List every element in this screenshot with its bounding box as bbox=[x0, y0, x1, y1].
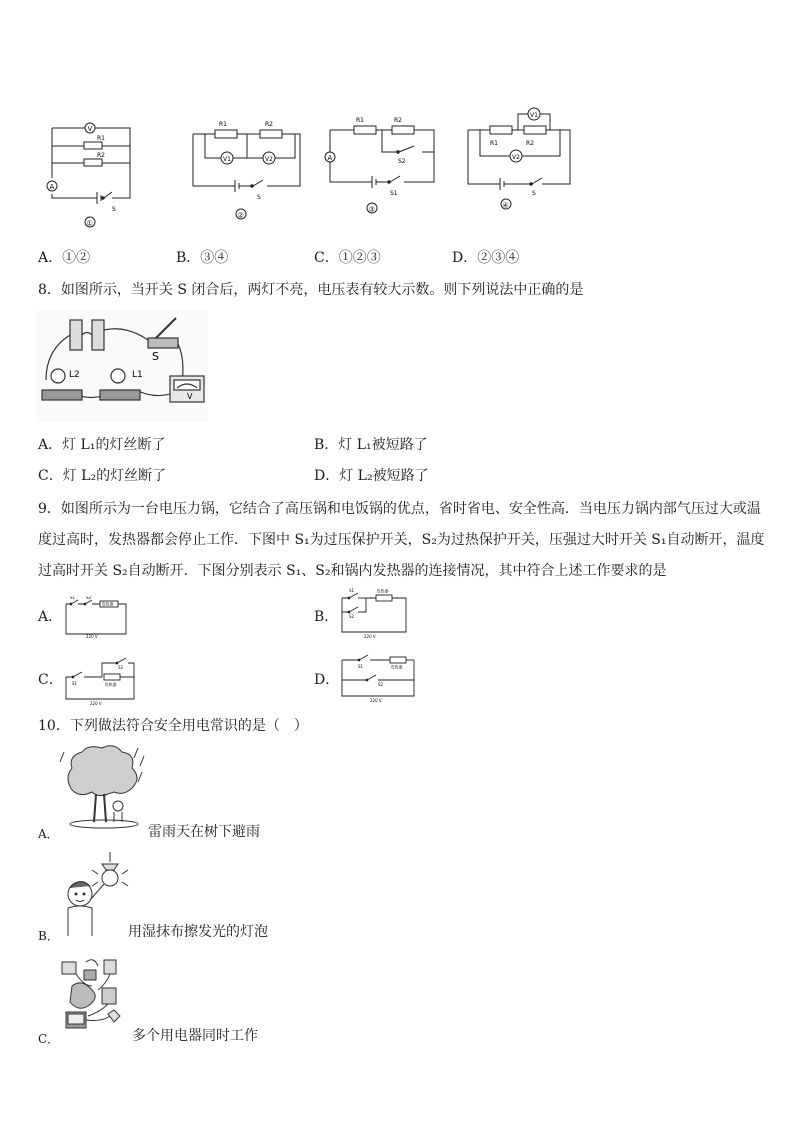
lamp-l2-label: L2 bbox=[69, 370, 80, 380]
r2-label: R2 bbox=[394, 117, 402, 124]
q8-option-c[interactable]: C．灯 L₂的灯丝断了 bbox=[38, 468, 167, 484]
q9-circuit-a bbox=[62, 596, 130, 640]
q7-diagram-4 bbox=[460, 100, 585, 212]
lamp-l1-label: L1 bbox=[132, 370, 143, 380]
voltmeter-label: V bbox=[187, 392, 193, 401]
s2-label: S2 bbox=[398, 158, 406, 165]
diagram-number: ④ bbox=[502, 201, 509, 210]
diagram-number: ③ bbox=[368, 205, 375, 214]
voltage-label: 220 V bbox=[364, 634, 376, 639]
q10-option-c-text[interactable]: 多个用电器同时工作 bbox=[132, 1028, 258, 1044]
s2-label: S2 bbox=[378, 682, 384, 687]
q9-stem-line-1: 9．如图所示为一台电压力锅，它结合了高压锅和电饭锅的优点，省时省电、安全性高．当电压力锅内部气压过大或温 bbox=[38, 501, 761, 517]
q9-option-c[interactable]: C． bbox=[38, 672, 63, 688]
q10-image-wet-cloth-bulb bbox=[58, 852, 130, 936]
q7-option-c[interactable]: C．①②③ bbox=[314, 250, 381, 266]
r1-label: R1 bbox=[219, 121, 227, 128]
s2-label: S2 bbox=[86, 596, 92, 600]
r2-label: R2 bbox=[97, 152, 105, 159]
q10-option-b-text[interactable]: 用湿抹布擦发光的灯泡 bbox=[128, 924, 268, 940]
q10-image-tree-rain bbox=[58, 742, 150, 832]
voltmeter-label: V bbox=[87, 125, 93, 133]
q10-image-multiple-appliances bbox=[58, 956, 130, 1042]
voltage-label: 220 V bbox=[370, 698, 382, 703]
q9-option-d[interactable]: D． bbox=[314, 672, 340, 688]
q7-option-d[interactable]: D．②③④ bbox=[452, 250, 520, 266]
s1-label: S1 bbox=[349, 588, 355, 593]
q7-diagram-3 bbox=[322, 112, 447, 217]
heater-label: 发热器 bbox=[376, 588, 389, 594]
q7-diagram-2 bbox=[185, 112, 310, 222]
q7-diagram-1 bbox=[42, 118, 142, 236]
voltage-label: 220 V bbox=[86, 634, 98, 639]
q8-option-a[interactable]: A．灯 L₁的灯丝断了 bbox=[38, 437, 166, 453]
r1-label: R1 bbox=[97, 135, 105, 142]
v2-label: V2 bbox=[512, 154, 520, 161]
q7-option-b[interactable]: B．③④ bbox=[176, 250, 229, 266]
q9-circuit-c bbox=[62, 655, 140, 707]
switch-label: S bbox=[152, 350, 159, 363]
q10-option-a-letter[interactable]: A． bbox=[38, 827, 59, 841]
s1-label: S1 bbox=[72, 681, 78, 686]
r1-label: R1 bbox=[490, 140, 498, 147]
q10-option-b-letter[interactable]: B． bbox=[38, 929, 59, 943]
v2-label: V2 bbox=[265, 156, 273, 163]
s1-label: S1 bbox=[358, 664, 364, 669]
s1-label: S1 bbox=[390, 190, 398, 197]
heater-label: 发热器 bbox=[104, 682, 117, 687]
q8-stem: 8．如图所示，当开关 S 闭合后，两灯不亮，电压表有较大示数。则下列说法中正确的是 bbox=[38, 282, 584, 298]
heater-label: 发热器 bbox=[101, 601, 114, 607]
diagram-number: ② bbox=[237, 211, 244, 220]
q8-circuit-photo bbox=[36, 310, 208, 422]
switch-label: S bbox=[257, 194, 261, 201]
s1-label: S1 bbox=[70, 596, 76, 600]
r2-label: R2 bbox=[265, 121, 273, 128]
switch-label: S bbox=[112, 206, 116, 213]
v1-label: V1 bbox=[223, 156, 231, 163]
voltage-label: 220 V bbox=[90, 701, 102, 706]
s2-label: S2 bbox=[349, 614, 355, 619]
s2-label: S2 bbox=[118, 665, 124, 670]
q7-option-a[interactable]: A．①② bbox=[38, 250, 91, 266]
q10-option-a-text[interactable]: 雷雨天在树下避雨 bbox=[148, 824, 260, 840]
q9-stem-line-3: 过高时开关 S₂自动断开．下图分别表示 S₁、S₂和锅内发热器的连接情况，其中符合上述工作要求的是 bbox=[38, 563, 667, 579]
q9-circuit-b bbox=[338, 588, 410, 640]
r2-label: R2 bbox=[526, 140, 534, 147]
q10-stem: 10．下列做法符合安全用电常识的是（ ） bbox=[38, 718, 308, 734]
switch-label: S bbox=[532, 190, 536, 197]
q9-stem-line-2: 度过高时，发热器都会停止工作．下图中 S₁为过压保护开关，S₂为过热保护开关，压强过大时开关 S₁自动断开，温度 bbox=[38, 532, 765, 548]
ammeter-label: A bbox=[327, 154, 333, 162]
q10-option-c-letter[interactable]: C． bbox=[38, 1032, 60, 1046]
heater-label: 发热器 bbox=[390, 664, 403, 670]
q8-option-b[interactable]: B．灯 L₁被短路了 bbox=[314, 437, 428, 453]
q9-option-a[interactable]: A． bbox=[38, 609, 63, 625]
v1-label: V1 bbox=[530, 112, 538, 119]
r1-label: R1 bbox=[356, 117, 364, 124]
q8-option-d[interactable]: D．灯 L₂被短路了 bbox=[314, 468, 429, 484]
q9-option-b[interactable]: B． bbox=[314, 609, 339, 625]
ammeter-label: A bbox=[49, 183, 55, 191]
diagram-number: ① bbox=[86, 219, 93, 228]
q9-circuit-d bbox=[338, 652, 418, 704]
